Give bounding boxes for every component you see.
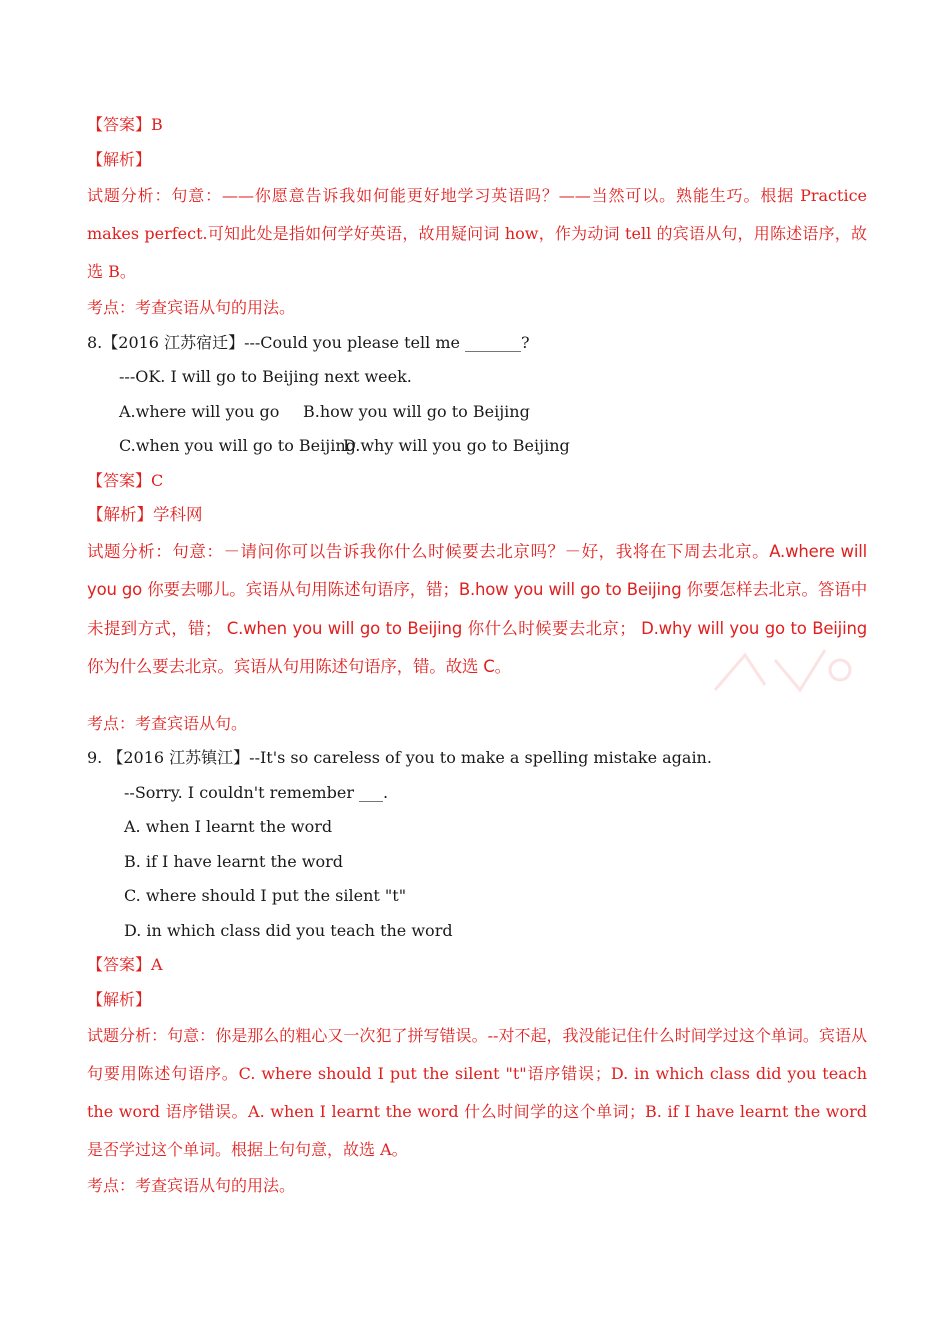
q8-answer: 【答案】C: [87, 470, 164, 490]
q7-analysis-label: 【解析】: [87, 149, 152, 169]
q8-option-a: A.where will you go: [119, 401, 280, 421]
q9-kaodian: 考点：考查宾语从句的用法。: [87, 1176, 296, 1195]
q8-options-row-2: [87, 429, 867, 464]
q9-reply: --Sorry. I couldn't remember ___.: [124, 782, 389, 802]
q8-kaodian: 考点：考查宾语从句。: [87, 713, 248, 733]
watermark-stamp-icon: [705, 640, 855, 700]
q8-option-d: D.why will you go to Beijing: [343, 436, 570, 455]
q9-option-d: D. in which class did you teach the word: [124, 920, 453, 940]
q8-reply: ---OK. I will go to Beijing next week.: [119, 367, 412, 386]
q9-analysis-label: 【解析】: [87, 989, 152, 1009]
q7-kaodian: 考点：考查宾语从句的用法。: [87, 298, 296, 317]
q7-analysis-text: 试题分析：句意：——你愿意告诉我如何能更好地学习英语吗？——当然可以。熟能生巧。根据 Practice makes perfect.可知此处是指如何学好英语，故用疑问词 how，作为动词 tell 的宾语从句，用陈述语序，故选 B。: [87, 186, 867, 281]
q7-answer: 【答案】B: [87, 115, 163, 134]
q9-analysis-text: 试题分析：句意：你是那么的粗心又一次犯了拼写错误。--对不起，我没能记住什么时间学过这个单词。宾语从句要用陈述句语序。C. where should I put the silent "t"语序错误；D. in which class did you teach the word 语序错误。A. when I learnt the word 什么时间学的这个单词；B. if I have learnt the word 是否学过这个单词。根据上句句意，故选 A。: [87, 1026, 867, 1159]
q8-option-b: B.how you will go to Beijing: [303, 401, 530, 421]
q9-option-c: C. where should I put the silent "t": [124, 886, 407, 905]
q8-analysis-text: 试题分析：句意：－请问你可以告诉我你什么时候要去北京吗？－好，我将在下周去北京。A.where will you go 你要去哪儿。宾语从句用陈述句语序，错；B.how you will go to Beijing 你要怎样去北京。答语中未提到方式，错； C.when you will go to Beijing 你什么时候要去北京； D.why will you go to Beijing 你为什么要去北京。宾语从句用陈述句语序，错。故选 C。: [87, 541, 867, 676]
q8-stem: 8.【2016 江苏宿迁】---Could you please tell me _______?: [87, 332, 530, 352]
q9-answer: 【答案】A: [87, 955, 163, 974]
q9-stem: 9. 【2016 江苏镇江】--It's so careless of you to make a spelling mistake again.: [87, 748, 712, 767]
q8-option-c: C.when you will go to Beijing: [119, 436, 356, 455]
q8-analysis-label: 【解析】学科网: [87, 505, 203, 524]
q9-option-a: A. when I learnt the word: [124, 817, 333, 836]
q9-option-b: B. if I have learnt the word: [124, 851, 343, 871]
q8-options-row-1: [87, 395, 867, 430]
